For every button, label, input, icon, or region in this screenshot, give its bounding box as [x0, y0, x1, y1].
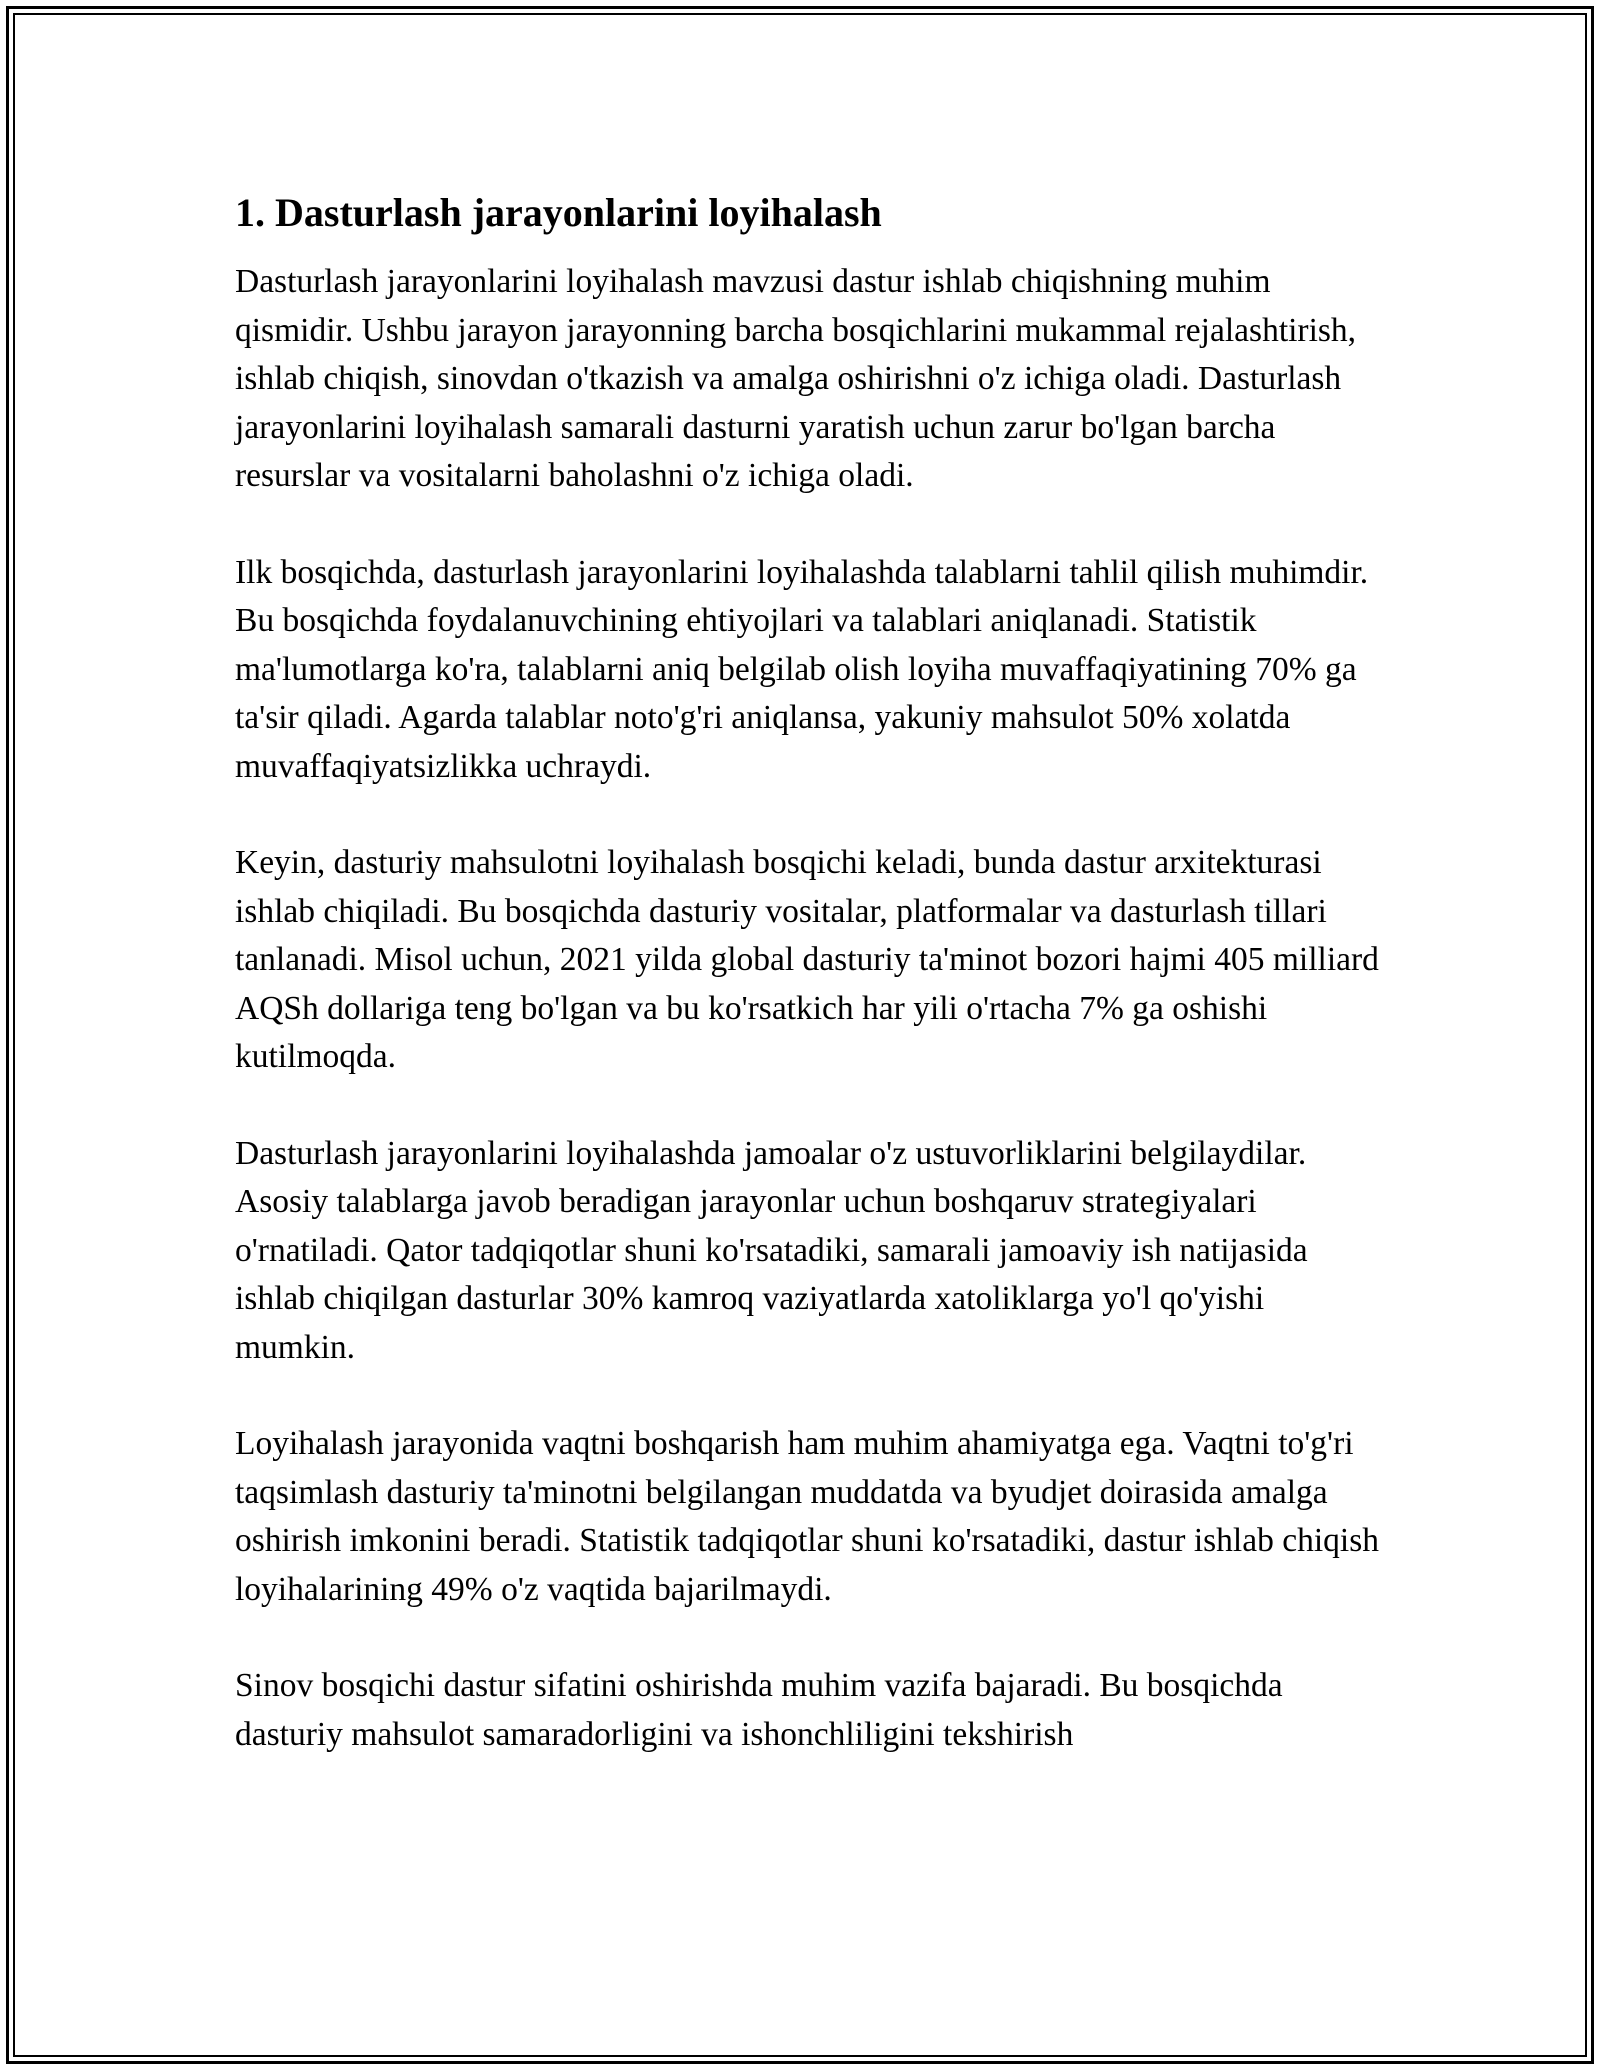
paragraph-testing: Sinov bosqichi dastur sifatini oshirishda muhim vazifa bajaradi. Bu bosqichda dasturiy mahsulot samaradorligini va ishonchliligini tekshirish — [235, 1667, 1283, 1753]
section-heading: 1. Dasturlash jarayonlarini loyihalash — [235, 190, 882, 235]
paragraph-time-management: Loyihalash jarayonida vaqtni boshqarish ham muhim ahamiyatga ega. Vaqtni to'g'ri taqsimlash dasturiy ta'minotni belgilangan muddatda va byudjet doirasida amalga oshirish imkonini beradi. Statistik tadqiqotlar shuni ko'rsatadiki, dastur ishlab chiqish loyihalarining 49% o'z vaqtida bajarilmaydi. — [235, 1425, 1379, 1608]
paragraph-architecture: Keyin, dasturiy mahsulotni loyihalash bosqichi keladi, bunda dastur arxitekturasi ishlab chiqiladi. Bu bosqichda dasturiy vositalar, platformalar va dasturlash tillari tanlanadi. Misol uchun, 2021 yilda global dasturiy ta'minot bozori hajmi 405 milliard AQSh dollariga teng bo'lgan va bu ko'rsatkich har yili o'rtacha 7% ga oshishi kutilmoqda. — [235, 844, 1379, 1075]
paragraph-requirements: Ilk bosqichda, dasturlash jarayonlarini loyihalashda talablarni tahlil qilish muhimdir. Bu bosqichda foydalanuvchining ehtiyojlari va talablari aniqlanadi. Statistik ma'lumotlarga ko'ra, talablarni aniq belgilab olish loyiha muvaffaqiyatining 70% ga ta'sir qiladi. Agarda talablar noto'g'ri aniqlansa, yakuniy mahsulot 50% xolatda muvaffaqiyatsizlikka uchraydi. — [235, 553, 1369, 785]
paragraph-teams: Dasturlash jarayonlarini loyihalashda jamoalar o'z ustuvorliklarini belgilaydilar. Asosiy talablarga javob beradigan jarayonlar uchun boshqaruv strategiyalari o'rnatiladi. Qator tadqiqotlar shuni ko'rsatadiki, samarali jamoaviy ish natijasida ishlab chiqilgan dasturlar 30% kamroq vaziyatlarda xatoliklarga yo'l qo'yishi mumkin. — [235, 1134, 1308, 1366]
paragraph-intro: Dasturlash jarayonlarini loyihalash mavzusi dastur ishlab chiqishning muhim qismidir. Ushbu jarayon jarayonning barcha bosqichlarini mukammal rejalashtirish, ishlab chiqish, sinovdan o'tkazish va amalga oshirishni o'z ichiga oladi. Dasturlash jarayonlarini loyihalash samarali dasturni yaratish uchun zarur bo'lgan barcha resurslar va vositalarni baholashni o'z ichiga oladi. — [235, 263, 1357, 494]
document-body — [235, 188, 1385, 1807]
